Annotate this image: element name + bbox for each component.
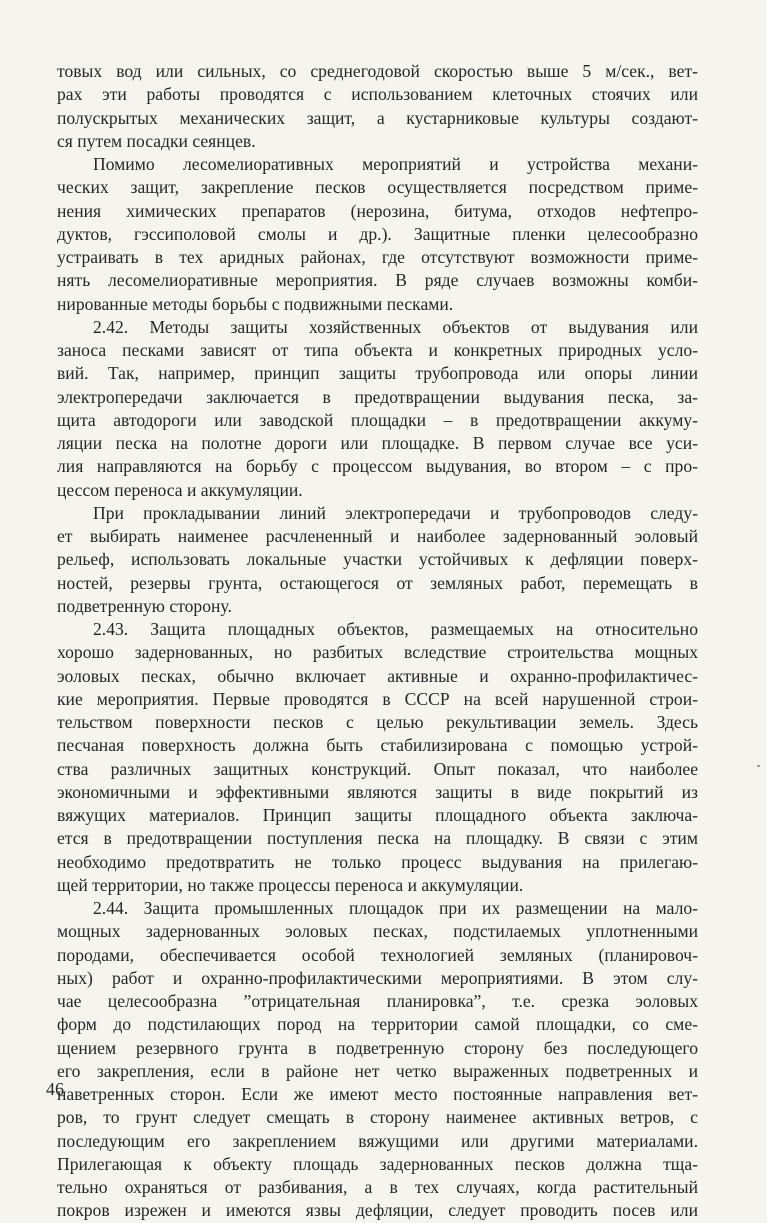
text-line: вяжущих материалов. Принцип защиты площадного объекта заключа- bbox=[57, 805, 698, 825]
text-line: цессом переноса и аккумуляции. bbox=[57, 479, 303, 500]
text-line: ров, то грунт следует смещать в сторону наименее активных ветров, с bbox=[57, 1107, 698, 1128]
text-line: дуктов, гэссиполовой смолы и др.). Защитные пленки целесообразно bbox=[57, 223, 698, 244]
text-line: Помимо лесомелиоративных мероприятий и устройства механи- bbox=[93, 154, 698, 174]
text-line: щита автодороги или заводской площадки – в предотвращении аккуму- bbox=[57, 409, 698, 430]
text-line: товых вод или сильных, со среднегодовой скоростью выше 5 м/сек., вет- bbox=[57, 61, 698, 81]
text-line: 2.42. Методы защиты хозяйственных объектов от выдувания или bbox=[93, 316, 698, 337]
text-line: чае целесообразна ”отрицательная планировка”, т.е. срезка эоловых bbox=[57, 991, 698, 1011]
text-line: наветренных сторон. Если же имеют место постоянные направления вет- bbox=[57, 1084, 698, 1104]
text-line: ных) работ и охранно-профилактическими мероприятиями. В этом слу- bbox=[57, 967, 698, 988]
text-line: его закрепления, если в районе нет четко выраженных подветренных и bbox=[57, 1060, 698, 1081]
text-line: необходимо предотвратить не только процесс выдувания на прилегаю- bbox=[57, 851, 698, 872]
page-number: 46 bbox=[46, 1079, 64, 1099]
text-line: последующим его закреплением вяжущими или другими материалами. bbox=[57, 1130, 698, 1151]
text-line: породами, обеспечивается особой технологией земляных (планировоч- bbox=[57, 944, 698, 965]
text-line: Прилегающая к объекту площадь задернованных песков должна тща- bbox=[57, 1153, 698, 1174]
text-line: заноса песками зависят от типа объекта и конкретных природных усло- bbox=[57, 340, 698, 360]
text-line: песчаная поверхность должна быть стабилизирована с помощью устрой- bbox=[57, 735, 698, 756]
text-line: хорошо задернованных, но разбитых вследствие строительства мощных bbox=[57, 642, 698, 663]
text-line: рах эти работы проводятся с использованием клеточных стоячих или bbox=[57, 84, 698, 105]
text-line: тельством поверхности песков с целью рекультивации земель. Здесь bbox=[57, 712, 698, 732]
text-line: нения химических препаратов (нерозина, битума, отходов нефтепро- bbox=[57, 200, 698, 221]
text-line: подветренную сторону. bbox=[57, 595, 232, 616]
text-line: рельеф, использовать локальные участки устойчивых к дефляции поверх- bbox=[57, 549, 698, 570]
text-line: ческих защит, закрепление песков осуществляется посредством приме- bbox=[57, 177, 698, 198]
text-line: При прокладывании линий электропередачи и трубопроводов следу- bbox=[93, 502, 698, 523]
text-line: мощных задернованных эоловых песках, подстилаемых уплотненными bbox=[57, 921, 698, 942]
text-line: щей территории, но также процессы переноса и аккумуляции. bbox=[57, 874, 524, 895]
text-line: покров изрежен и имеются язвы дефляции, следует проводить посев или bbox=[57, 1200, 698, 1221]
text-line: устраивать в тех аридных районах, где отсутствуют возможности приме- bbox=[57, 247, 698, 267]
scan-speck bbox=[757, 765, 760, 767]
text-line: эоловых песках, обычно включает активные и охранно-профилактичес- bbox=[57, 665, 698, 686]
text-line: тельно охраняться от разбивания, а в тех случаях, когда растительный bbox=[57, 1177, 698, 1197]
text-line: 2.43. Защита площадных объектов, размещаемых на относительно bbox=[93, 619, 698, 639]
body-text bbox=[57, 60, 698, 1223]
text-line: щением резервного грунта в подветренную сторону без последующего bbox=[57, 1037, 698, 1058]
text-line: ностей, резервы грунта, остающегося от земляных работ, перемещать в bbox=[57, 572, 698, 593]
text-line: 2.44. Защита промышленных площадок при их размещении на мало- bbox=[93, 898, 698, 918]
text-line: ляции песка на полотне дороги или площадке. В первом случае все уси- bbox=[57, 433, 698, 453]
text-line: форм до подстилающих пород на территории самой площадки, со сме- bbox=[57, 1014, 698, 1035]
text-line: полускрытых механических защит, а кустарниковые культуры создают- bbox=[57, 107, 698, 128]
text-line: нять лесомелиоративные мероприятия. В ряде случаев возможны комби- bbox=[57, 270, 698, 291]
text-line: ства различных защитных конструкций. Опыт показал, что наиболее bbox=[57, 758, 698, 779]
text-line: вий. Так, например, принцип защиты трубопровода или опоры линии bbox=[57, 363, 698, 384]
text-line: кие мероприятия. Первые проводятся в СССР на всей нарушенной строи- bbox=[57, 688, 698, 709]
text-line: ет выбирать наименее расчлененный и наиболее задернованный эоловый bbox=[57, 526, 698, 546]
text-line: лия направляются на борьбу с процессом выдувания, во втором – с про- bbox=[57, 456, 698, 477]
text-line: нированные методы борьбы с подвижными песками. bbox=[57, 293, 454, 314]
text-line: экономичными и эффективными являются защиты в виде покрытий из bbox=[57, 781, 698, 802]
text-line: ся путем посадки сеянцев. bbox=[57, 130, 256, 151]
text-line: ется в предотвращении поступления песка на площадку. В связи с этим bbox=[57, 828, 698, 849]
text-line: электропередачи заключается в предотвращении выдувания песка, за- bbox=[57, 386, 698, 407]
